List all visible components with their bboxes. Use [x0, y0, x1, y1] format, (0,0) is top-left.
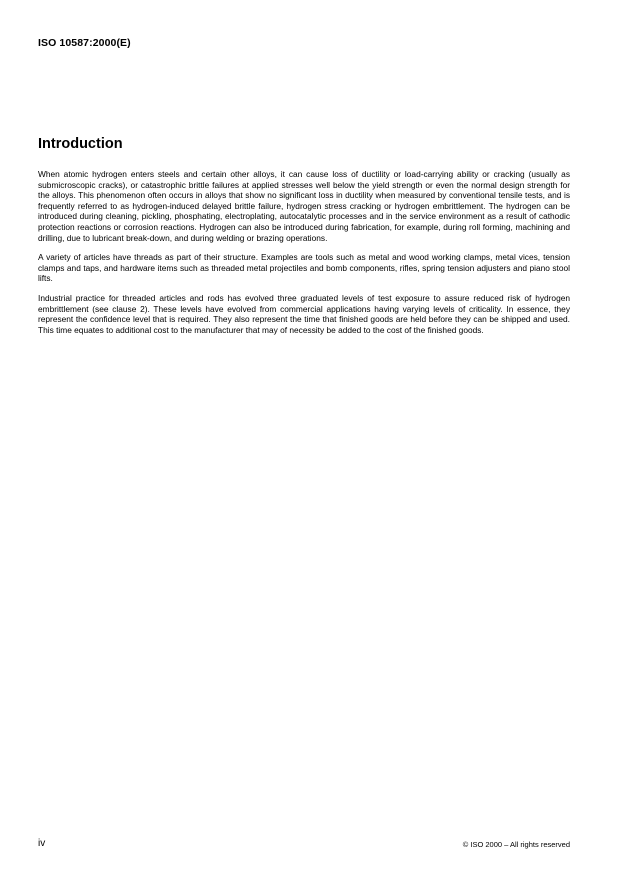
- document-header: ISO 10587:2000(E): [38, 37, 131, 49]
- paragraph-3: Industrial practice for threaded articles and rods has evolved three graduated levels of test exposure to assure reduced risk of hydrogen embrittlement (see clause 2). These levels have evolved from commercial applications having varying levels of criticality. In essence, they represent the confidence level that is required. They also represent the time that finished goods are held before they can be shipped and used. This time equates to additional cost to the manufacturer that may of necessity be added to the cost of the finished goods.: [38, 292, 570, 335]
- paragraph-1: When atomic hydrogen enters steels and certain other alloys, it can cause loss of ductility or load-carrying ability or cracking (usually as submicroscopic cracks), or catastrophic brittle failures at applied stresses well below the yield strength or even the normal design strength for the alloys. This phenomenon often occurs in alloys that show no significant loss in ductility when measured by conventional tensile tests, and is frequently referred to as hydrogen-induced delayed brittle failure, hydrogen stress cracking or hydrogen embrittlement. The hydrogen can be introduced during cleaning, pickling, phosphating, electroplating, autocatalytic processes and in the service environment as a result of cathodic protection reactions or corrosion reactions. Hydrogen can also be introduced during fabrication, for example, during roll forming, machining and drilling, due to lubricant break-down, and during welding or brazing operations.: [38, 169, 570, 243]
- paragraph-2: A variety of articles have threads as part of their structure. Examples are tools such as metal and wood working clamps, metal vices, tension clamps and taps, and hardware items such as threaded metal projectiles and bomb components, rifles, spring tension adjusters and piano stool lifts.: [38, 252, 570, 284]
- section-title: Introduction: [38, 136, 123, 152]
- body-text: [38, 169, 570, 344]
- page-number: iv: [38, 838, 46, 849]
- copyright-notice: © ISO 2000 – All rights reserved: [462, 840, 570, 849]
